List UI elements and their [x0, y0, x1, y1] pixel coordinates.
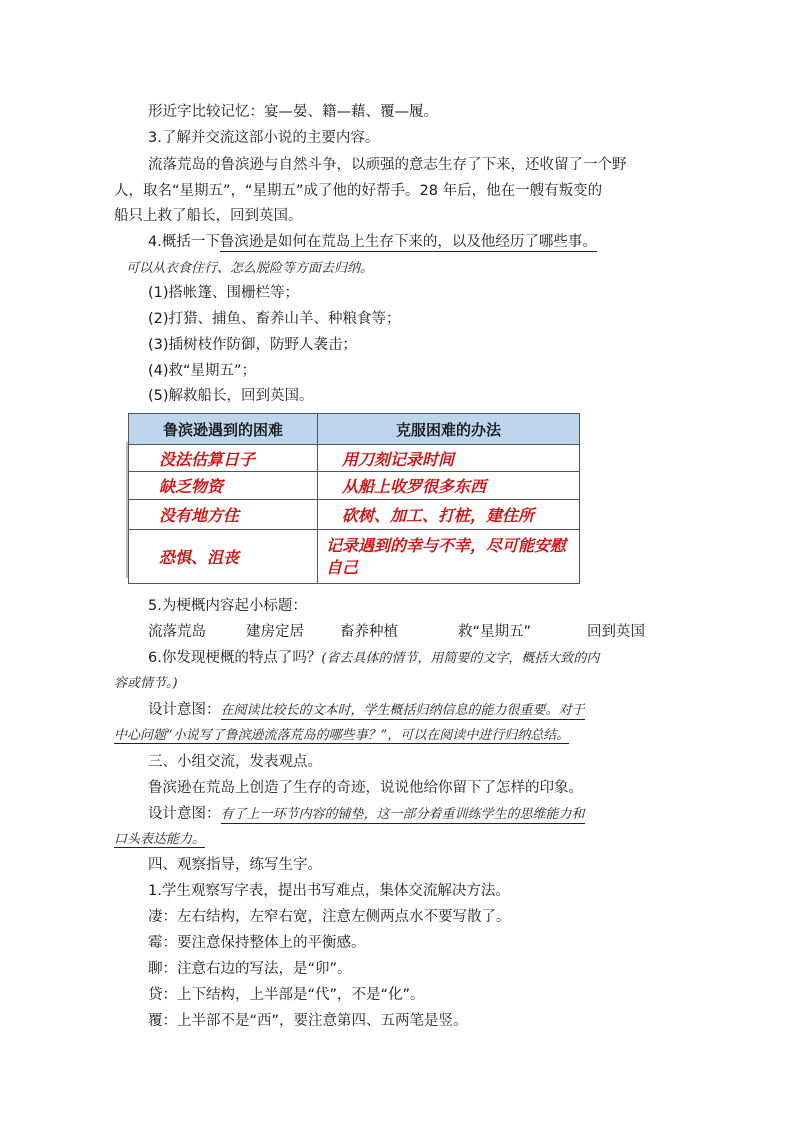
- table-cell: 从船上收罗很多东西: [318, 472, 580, 500]
- section-heading: 四、观察指导，练写生字。: [148, 857, 322, 873]
- table-row: [129, 445, 580, 472]
- table-cell: 恐惧、沮丧: [129, 530, 318, 584]
- table-cell: 没法估算日子: [129, 445, 318, 472]
- text-line: 3.了解并交流这部小说的主要内容。: [148, 130, 380, 146]
- list-item: (2)打猎、捕鱼、畜养山羊、种粮食等；: [148, 311, 401, 327]
- table-header: 克服困难的办法: [318, 414, 580, 445]
- table-header-row: [129, 414, 580, 445]
- list-item: (3)插树枝作防御，防野人袭击；: [148, 337, 358, 353]
- handwritten-note: 可以从衣食住行、怎么脱险等方面去归纳。: [126, 261, 374, 276]
- text-line: 1.学生观察写字表，提出书写难点，集体交流解决方法。: [148, 883, 510, 899]
- subtitle: 畜养种植: [340, 624, 398, 640]
- list-item: (4)救“星期五”；: [148, 363, 257, 379]
- question-4-prefix: 4.概括一下: [148, 234, 220, 250]
- design-intent-1: [148, 700, 585, 721]
- list-item: (1)搭帐篷、围栅栏等；: [148, 285, 300, 301]
- subtitle: 救“星期五”: [458, 624, 532, 640]
- handwritten-note: (省去具体的情节，用简要的文字，概括大致的内: [321, 651, 600, 666]
- subtitle: 回到英国: [587, 624, 645, 640]
- list-item: (5)解救船长，回到英国。: [148, 388, 314, 404]
- section-heading: 三、小组交流，发表观点。: [148, 754, 322, 770]
- difficulty-table: [128, 413, 580, 584]
- table-row: [129, 500, 580, 530]
- table-cell: 砍树、加工、打桩，建住所: [318, 500, 580, 530]
- question-6-text: 6.你发现梗概的特点了吗？: [148, 650, 322, 666]
- handwritten-note: [114, 830, 205, 850]
- table-row: [129, 472, 580, 500]
- handwritten-note-text: 口头表达能力。: [114, 832, 206, 847]
- handwritten-note: [114, 726, 569, 746]
- text-line: 凄：左右结构，左窄右宽，注意左侧两点水不要写散了。: [148, 909, 511, 925]
- table-cell: 用刀刻记录时间: [318, 445, 580, 472]
- text-line: 形近字比较记忆：宴—晏、籍—藉、覆—履。: [148, 104, 438, 120]
- text-line: 流落荒岛的鲁滨逊与自然斗争，以顽强的意志生存了下来，还收留了一个野: [148, 157, 627, 173]
- text-line: 人，取名“星期五”，“星期五”成了他的好帮手。28 年后，他在一艘有叛变的: [114, 183, 603, 199]
- table-row: [129, 530, 580, 584]
- handwritten-note: 有了上一环节内容的铺垫，这一部分着重训练学生的思维能力和: [220, 807, 585, 822]
- handwritten-note-text: 中心问题“小说写了鲁滨逊流落荒岛的哪些事？”，可以在阅读中进行归纳总结。: [114, 728, 570, 743]
- handwritten-note: 在阅读比较长的文本时，学生概括归纳信息的能力很重要。对于: [220, 703, 585, 718]
- design-intent-label: 设计意图：: [148, 702, 221, 718]
- text-line: 鲁滨逊在荒岛上创造了生存的奇迹，说说他给你留下了怎样的印象。: [148, 780, 583, 796]
- text-line: 船只上救了船长，回到英国。: [114, 208, 303, 224]
- table-header: 鲁滨逊遇到的困难: [129, 414, 318, 445]
- text-line: 霉：要注意保持整体上的平衡感。: [148, 935, 366, 951]
- question-5: 5.为梗概内容起小标题：: [148, 598, 307, 614]
- table-cell: 没有地方住: [129, 500, 318, 530]
- subtitle: 建房定居: [246, 624, 304, 640]
- subtitle: 流落荒岛: [148, 624, 206, 640]
- table-cell: 记录遇到的幸与不幸，尽可能安慰自己: [318, 530, 580, 584]
- question-6: [148, 648, 599, 669]
- text-line: 聊：注意右边的写法，是“卯”。: [148, 961, 352, 977]
- text-line: 贷：上下结构，上半部是“代”，不是“化”。: [148, 987, 425, 1003]
- text-line: 覆：上半部不是“西”，要注意第四、五两笔是竖。: [148, 1013, 468, 1029]
- table-cell: 缺乏物资: [129, 472, 318, 500]
- question-4: [148, 232, 597, 252]
- question-4-underlined: 鲁滨逊是如何在荒岛上生存下来的，以及他经历了哪些事。: [219, 234, 597, 250]
- handwritten-note: 容或情节。): [114, 676, 178, 691]
- design-intent-label: 设计意图：: [148, 806, 221, 822]
- design-intent-2: [148, 804, 585, 825]
